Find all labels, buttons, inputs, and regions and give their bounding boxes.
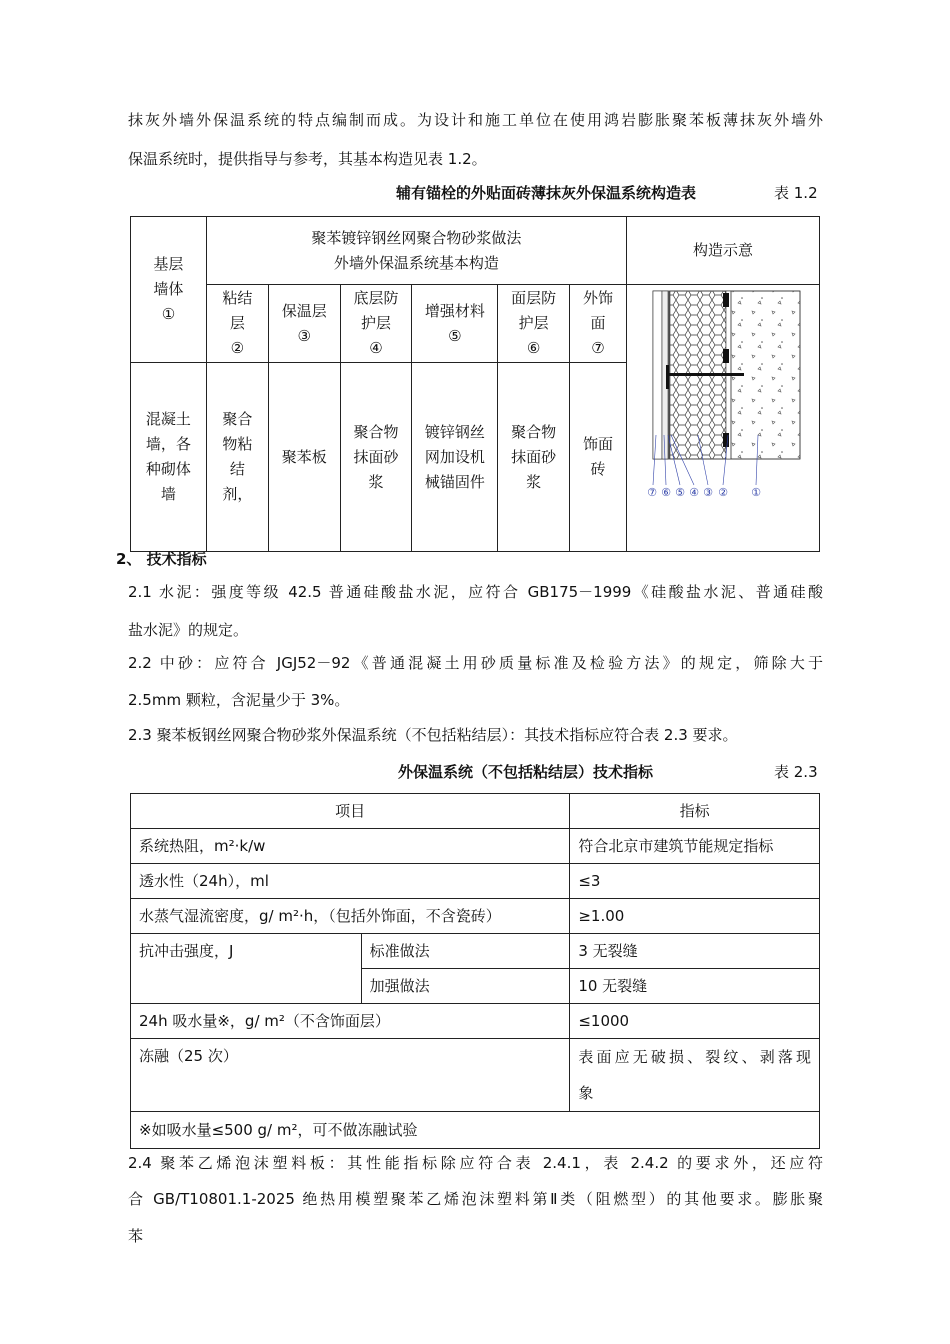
diagram-label-3: ③ bbox=[703, 486, 713, 499]
cell-finish: 饰面 砖 bbox=[570, 363, 627, 552]
cell-insulation: 聚苯板 bbox=[268, 363, 340, 552]
value-impact-standard: 3 无裂缝 bbox=[570, 934, 820, 969]
header-adhesive-layer: 粘结 层 ② bbox=[206, 285, 268, 363]
construction-table bbox=[130, 216, 820, 552]
header-finish: 外饰 面 ⑦ bbox=[570, 285, 627, 363]
diagram-label-6: ⑥ bbox=[661, 486, 671, 499]
section-heading: 2、 技术指标 bbox=[116, 550, 207, 568]
intro-line-2: 保温系统时，提供指导与参考，其基本构造见表 1.2。 bbox=[128, 150, 487, 168]
value-water-absorption: ≤1000 bbox=[570, 1004, 820, 1039]
impact-standard: 标准做法 bbox=[361, 934, 570, 969]
row-impact-strength: 抗冲击强度，J bbox=[131, 934, 362, 1004]
table-note: ※如吸水量≤500 g/ m²，可不做冻融试验 bbox=[131, 1112, 820, 1149]
row-water-permeability: 透水性（24h），ml bbox=[131, 864, 570, 899]
cell-adhesive: 聚合 物粘 结 剂， bbox=[206, 363, 268, 552]
table12-number: 表 1.2 bbox=[774, 184, 818, 202]
value-freeze-thaw: 表面应无破损、裂纹、剥落现 象 bbox=[570, 1039, 820, 1112]
para-2-3: 2.3 聚苯板钢丝网聚合物砂浆外保温系统（不包括粘结层）：其技术指标应符合表 2.3 要求。 bbox=[128, 726, 738, 744]
para-2-2-line-2: 2.5mm 颗粒，含泥量少于 3%。 bbox=[128, 691, 350, 709]
diagram-label-1: ① bbox=[751, 486, 761, 499]
cell-base-wall: 混凝土 墙，各 种砌体 墙 bbox=[131, 363, 207, 552]
header-item: 项目 bbox=[131, 794, 570, 829]
value-water-permeability: ≤3 bbox=[570, 864, 820, 899]
header-base-coat: 底层防 护层 ④ bbox=[340, 285, 412, 363]
table23-number: 表 2.3 bbox=[774, 763, 818, 781]
cell-top-coat: 聚合物 抹面砂 浆 bbox=[498, 363, 570, 552]
technical-index-table bbox=[130, 793, 820, 1149]
cell-reinforcement: 镀锌钢丝 网加设机 械锚固件 bbox=[412, 363, 498, 552]
header-index: 指标 bbox=[570, 794, 820, 829]
diagram-label-4: ④ bbox=[689, 486, 699, 499]
cell-base-coat: 聚合物 抹面砂 浆 bbox=[340, 363, 412, 552]
intro-line-1: 抹灰外墙外保温系统的特点编制而成。为设计和施工单位在使用鸿岩膨胀聚苯板薄抹灰外墙外 bbox=[128, 111, 823, 129]
header-reinforcement: 增强材料 ⑤ bbox=[412, 285, 498, 363]
para-2-2-line-1: 2.2 中砂：应符合 JGJ52－92《普通混凝土用砂质量标准及检验方法》的规定，筛除大于 bbox=[128, 654, 823, 672]
value-vapor-flux: ≥1.00 bbox=[570, 899, 820, 934]
para-2-1-line-1: 2.1 水泥：强度等级 42.5 普通硅酸盐水泥，应符合 GB175－1999《硅酸盐水泥、普通硅酸 bbox=[128, 583, 823, 601]
header-diagram: 构造示意 bbox=[626, 217, 819, 285]
construction-diagram bbox=[626, 285, 819, 552]
header-insulation-layer: 保温层 ③ bbox=[268, 285, 340, 363]
impact-reinforced: 加强做法 bbox=[361, 969, 570, 1004]
row-water-absorption: 24h 吸水量※，g/ m²（不含饰面层） bbox=[131, 1004, 570, 1039]
header-base-wall: 基层 墙体 ① bbox=[131, 217, 207, 363]
diagram-label-2: ② bbox=[718, 486, 728, 499]
table23-caption: 外保温系统（不包括粘结层）技术指标 bbox=[398, 763, 654, 781]
wall-section-diagram bbox=[628, 285, 818, 543]
para-2-1-line-2: 盐水泥》的规定。 bbox=[128, 621, 249, 639]
para-2-4-line-3: 苯 bbox=[128, 1227, 144, 1245]
header-system-group: 聚苯镀锌钢丝网聚合物砂浆做法 外墙外保温系统基本构造 bbox=[206, 217, 626, 285]
diagram-label-7: ⑦ bbox=[647, 486, 657, 499]
para-2-4-line-2: 合 GB/T10801.1-2025 绝热用模塑聚苯乙烯泡沫塑料第Ⅱ类（阻燃型）的其他要求。膨胀聚 bbox=[128, 1190, 823, 1208]
row-vapor-flux: 水蒸气湿流密度，g/ m²·h，（包括外饰面，不含瓷砖） bbox=[131, 899, 570, 934]
para-2-4-line-1: 2.4 聚苯乙烯泡沫塑料板：其性能指标除应符合表 2.4.1，表 2.4.2 的要求外，还应符 bbox=[128, 1154, 823, 1172]
value-impact-reinforced: 10 无裂缝 bbox=[570, 969, 820, 1004]
row-freeze-thaw: 冻融（25 次） bbox=[131, 1039, 570, 1112]
diagram-label-5: ⑤ bbox=[675, 486, 685, 499]
row-thermal-resistance: 系统热阻，m²·k/w bbox=[131, 829, 570, 864]
value-thermal-resistance: 符合北京市建筑节能规定指标 bbox=[570, 829, 820, 864]
header-top-coat: 面层防 护层 ⑥ bbox=[498, 285, 570, 363]
table12-caption: 辅有锚栓的外贴面砖薄抹灰外保温系统构造表 bbox=[396, 184, 697, 202]
